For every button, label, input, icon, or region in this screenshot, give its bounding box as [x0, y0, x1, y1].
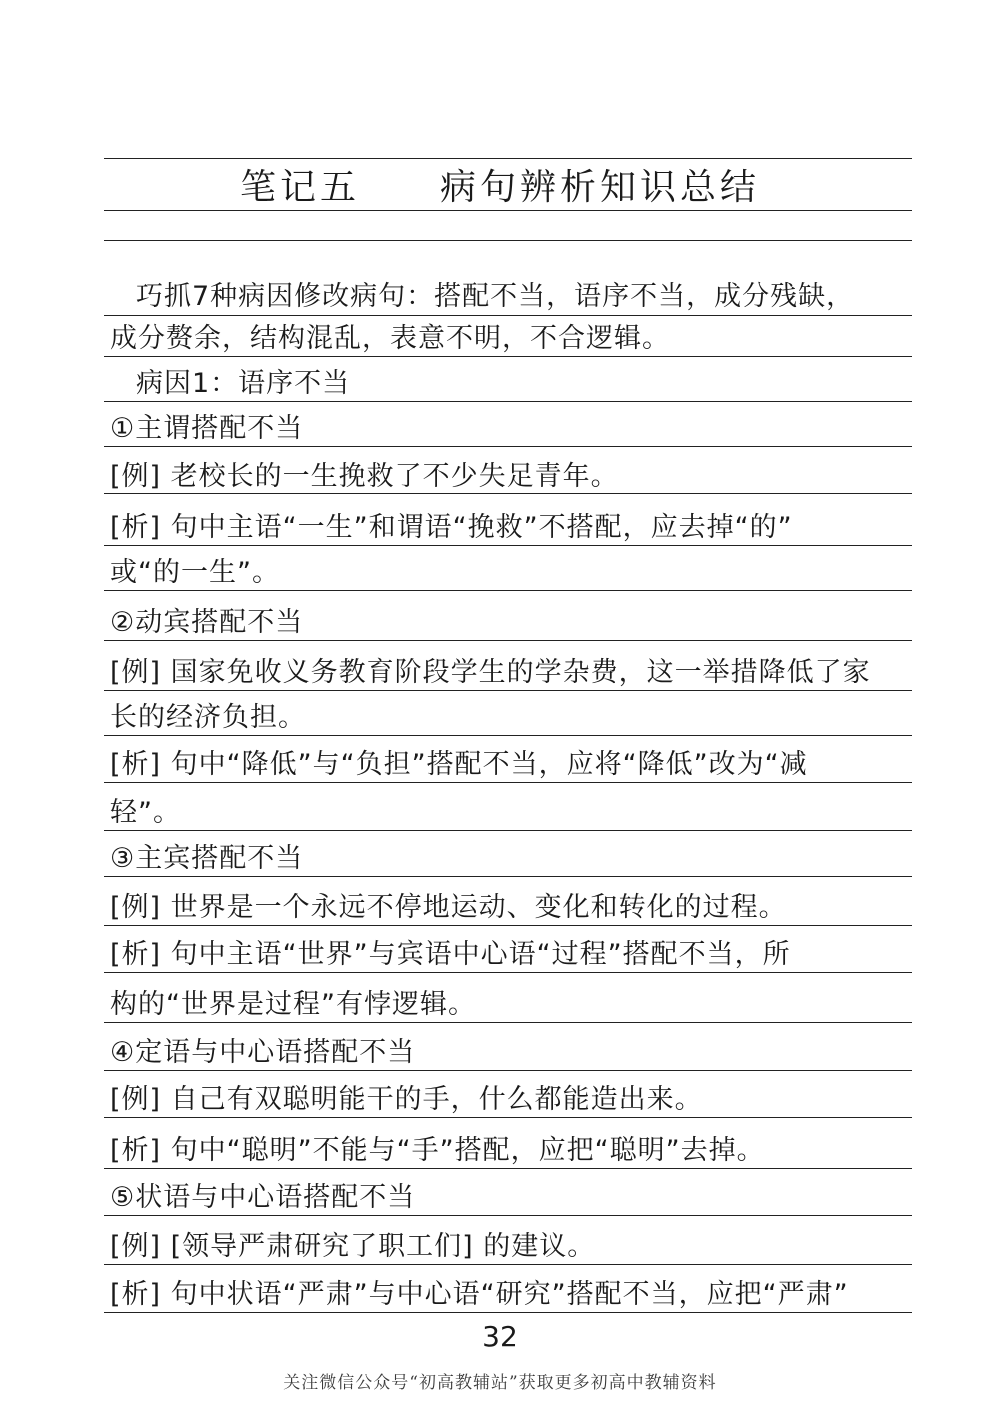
subheading-2: ②动宾搭配不当	[110, 607, 304, 638]
cause-heading: 病因1：语序不当	[136, 368, 351, 399]
page-title: 笔记五 病句辨析知识总结	[239, 167, 760, 208]
ruled-line	[104, 1070, 912, 1071]
ruled-line	[104, 1117, 912, 1118]
ruled-line	[104, 240, 912, 241]
ruled-line	[104, 782, 912, 783]
ruled-line	[104, 446, 912, 447]
example-4: [例] 自己有双聪明能干的手，什么都能造出来。	[110, 1084, 703, 1115]
ruled-line	[104, 315, 912, 316]
ruled-line	[104, 356, 912, 357]
ruled-line	[104, 1264, 912, 1265]
subheading-4: ④定语与中心语搭配不当	[110, 1037, 416, 1068]
analysis-3-line-1: [析] 句中主语“世界”与宾语中心语“过程”搭配不当，所	[110, 939, 791, 970]
subheading-1: ①主谓搭配不当	[110, 413, 304, 444]
example-3: [例] 世界是一个永远不停地运动、变化和转化的过程。	[110, 892, 787, 923]
intro-line-2: 成分赘余，结构混乱，表意不明，不合逻辑。	[110, 323, 670, 354]
ruled-line	[104, 1022, 912, 1023]
example-1: [例] 老校长的一生挽救了不少失足青年。	[110, 461, 619, 492]
intro-line-1: 巧抓7种病因修改病句：搭配不当，语序不当，成分残缺，	[136, 281, 855, 312]
ruled-line	[104, 972, 912, 973]
ruled-line	[104, 925, 912, 926]
analysis-2-line-2: 轻”。	[110, 797, 181, 828]
analysis-5: [析] 句中状语“严肃”与中心语“研究”搭配不当，应把“严肃”	[110, 1279, 849, 1310]
subheading-3: ③主宾搭配不当	[110, 843, 304, 874]
example-2-line-1: [例] 国家免收义务教育阶段学生的学杂费，这一举措降低了家	[110, 657, 871, 688]
example-5: [例] [领导严肃研究了职工们] 的建议。	[110, 1231, 596, 1262]
ruled-line	[104, 690, 912, 691]
ruled-line	[104, 640, 912, 641]
ruled-line	[104, 158, 912, 159]
subheading-5: ⑤状语与中心语搭配不当	[110, 1182, 416, 1213]
ruled-line	[104, 545, 912, 546]
ruled-line	[104, 1312, 912, 1313]
ruled-line	[104, 210, 912, 211]
ruled-line	[104, 401, 912, 402]
ruled-line	[104, 735, 912, 736]
ruled-line	[104, 830, 912, 831]
analysis-2-line-1: [析] 句中“降低”与“负担”搭配不当，应将“降低”改为“减	[110, 749, 808, 780]
analysis-3-line-2: 构的“世界是过程”有悖逻辑。	[110, 989, 476, 1020]
page-number: 32	[482, 1320, 518, 1353]
analysis-4: [析] 句中“聪明”不能与“手”搭配，应把“聪明”去掉。	[110, 1135, 765, 1166]
ruled-line	[104, 1168, 912, 1169]
ruled-line	[104, 876, 912, 877]
example-2-line-2: 长的经济负担。	[110, 702, 306, 733]
analysis-1-line-2: 或“的一生”。	[110, 557, 280, 588]
ruled-line	[104, 590, 912, 591]
ruled-line	[104, 1215, 912, 1216]
analysis-1-line-1: [析] 句中主语“一生”和谓语“挽救”不搭配，应去掉“的”	[110, 512, 793, 543]
footer-notice: 关注微信公众号“初高教辅站”获取更多初高中教辅资料	[283, 1373, 717, 1393]
